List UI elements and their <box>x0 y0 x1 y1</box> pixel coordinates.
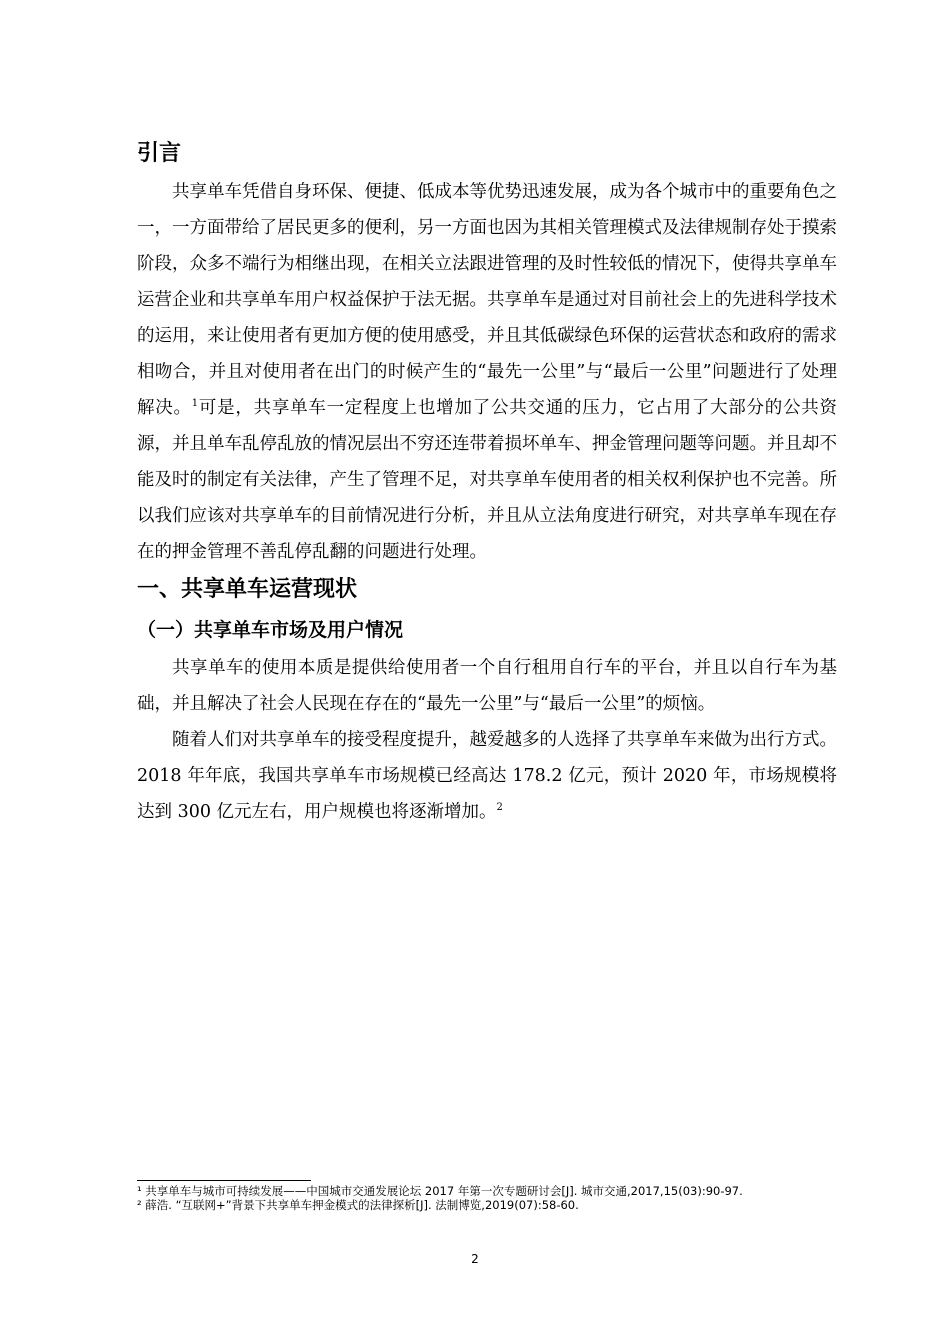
subsection-paragraph-2-text: 随着人们对共享单车的接受程度提升，越爱越多的人选择了共享单车来做为出行方式。2018 年年底，我国共享单车市场规模已经高达 178.2 亿元，预计 2020 年，市场规模将达到 300 亿元左右，用户规模也将逐渐增加。 <box>137 730 837 822</box>
heading-subsection-1: （一）共享单车市场及用户情况 <box>137 619 404 641</box>
page-body <box>137 134 837 830</box>
heading-introduction: 引言 <box>137 141 182 166</box>
subsection-paragraph-1: 共享单车的使用本质是提供给使用者一个自行租用自行车的平台，并且以自行车为基础，并且解决了社会人民现在存在的“最先一公里”与“最后一公里”的烦恼。 <box>137 658 837 714</box>
heading-section-1: 一、共享单车运营现状 <box>137 577 358 602</box>
footnotes-area <box>137 1180 837 1212</box>
footnote-1: ¹ 共享单车与城市可持续发展——中国城市交通发展论坛 2017 年第一次专题研讨会[J]. 城市交通,2017,15(03):90-97. <box>137 1184 743 1198</box>
footnote-ref-1[interactable]: 1 <box>191 398 199 410</box>
footnote-2: ² 薛浩. “互联网+”背景下共享单车押金模式的法律探析[J]. 法制博览,2019(07):58-60. <box>137 1198 579 1212</box>
intro-text-part1: 共享单车凭借自身环保、便捷、低成本等优势迅速发展，成为各个城市中的重要角色之一，一方面带给了居民更多的便利，另一方面也因为其相关管理模式及法律规制存处于摸索阶段，众多不端行为相继出现，在相关立法跟进管理的及时性较低的情况下，使得共享单车运营企业和共享单车用户权益保护于法无据。共享单车是通过对目前社会上的先进科学技术的运用，来让使用者有更加方便的使用感受，并且其低碳绿色环保的运营状态和政府的需求相吻合，并且对使用者在出门的时候产生的“最先一公里”与“最后一公里”问题进行了处理解决。 <box>137 182 837 418</box>
page-number: 2 <box>471 1252 479 1266</box>
intro-text-part2: 可是，共享单车一定程度上也增加了公共交通的压力，它占用了大部分的公共资源，并且单车乱停乱放的情况层出不穷还连带着损坏单车、押金管理问题等问题。并且却不能及时的制定有关法律，产生了管理不足，对共享单车使用者的相关权利保护也不完善。所以我们应该对共享单车的目前情况进行分析，并且从立法角度进行研究，对共享单车现在存在的押金管理不善乱停乱翻的问题进行处理。 <box>137 398 838 562</box>
footnote-ref-2[interactable]: 2 <box>496 802 503 814</box>
intro-paragraph <box>137 174 837 570</box>
footnote-separator <box>137 1180 311 1181</box>
subsection-paragraph-2 <box>137 722 837 830</box>
